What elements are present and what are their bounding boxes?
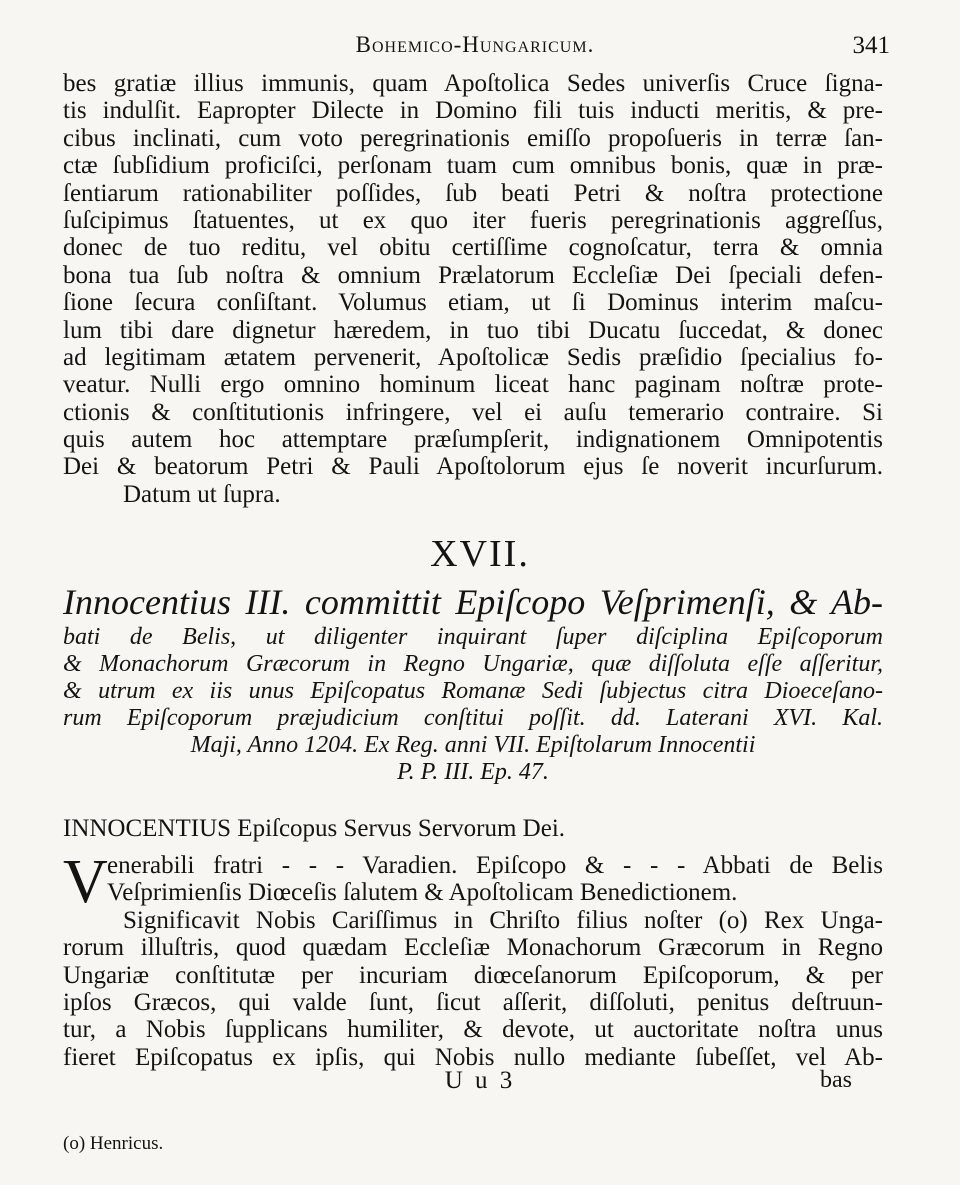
text-line: ſentiarum rationabiliter poſſides, ſub beati Petri & noſtra protectione	[63, 179, 883, 207]
page-number: 341	[852, 32, 890, 59]
text-line: ſuſcipimus ſtatuentes, ut ex quo iter fueris peregrinationis aggreſſus,	[63, 206, 883, 234]
letter-line: rorum illuſtris, quod quædam Eccleſiæ Monachorum Græcorum in Regno	[63, 934, 883, 962]
text-line: ctionis & conſtitutionis infringere, vel ei auſu temerario contraire. Si	[63, 398, 883, 426]
page-header	[60, 26, 890, 66]
summary-line: & utrum ex iis unus Epiſcopatus Romanæ Sedi ſubjectus citra Dioeceſano-	[63, 678, 883, 704]
running-title: Bohemico-Hungaricum.	[355, 32, 595, 57]
text-line: bona tua ſub noſtra & omnium Prælatorum Eccleſiæ Dei ſpeciali defen-	[63, 261, 883, 289]
summary-line: & Monachorum Græcorum in Regno Ungariæ, quæ diſſoluta eſſe aſſeritur,	[63, 651, 883, 677]
drop-cap: V	[63, 848, 108, 916]
text-line: Datum ut ſupra.	[123, 480, 281, 508]
letter-line: Significavit Nobis Cariſſimus in Chriſto filius noſter (o) Rex Unga-	[123, 906, 883, 934]
summary-line: Innocentius III. committit Epiſcopo Veſprimenſi, & Ab-	[63, 582, 883, 622]
text-line: bes gratiæ illius immunis, quam Apoſtolica Sedes univerſis Cruce ſigna-	[63, 70, 883, 97]
text-line: veatur. Nulli ergo omnino hominum liceat hanc paginam noſtræ prote-	[63, 371, 883, 399]
preceding-text-block	[63, 70, 883, 508]
summary-line: Maji, Anno 1204. Ex Reg. anni VII. Epiſtolarum Innocentii	[190, 732, 756, 758]
signature-mark: U u 3	[444, 1067, 516, 1094]
text-line: tis indulſit. Eapropter Dilecte in Domino fili tuis inducti meritis, & pre-	[63, 97, 883, 125]
text-line: cibus inclinati, cum voto peregrinationis emiſſo propoſueris in terræ ſan-	[63, 124, 883, 152]
summary-line: bati de Belis, ut diligenter inquirant ſuper diſciplina Epiſcoporum	[63, 624, 883, 650]
summary-line: P. P. III. Ep. 47.	[397, 759, 549, 785]
letter-line: tur, a Nobis ſupplicans humiliter, & devote, ut auctoritate noſtra unus	[63, 1016, 883, 1044]
salutation: INNOCENTIUS Epiſcopus Servus Servorum Dei.	[63, 815, 566, 842]
text-line: ad legitimam ætatem pervenerit, Apoſtolicæ Sedis præſidio ſpecialius fo-	[63, 343, 883, 371]
text-line: Dei & beatorum Petri & Pauli Apoſtolorum ejus ſe noverit incurſurum.	[63, 453, 883, 481]
text-line: donec de tuo reditu, vel obitu certiſſime cognoſcatur, terra & omnia	[63, 234, 883, 262]
letter-body	[63, 848, 883, 1071]
catchword: bas	[820, 1067, 852, 1093]
letter-line: ipſos Græcos, qui valde ſunt, ſicut aſſerit, diſſoluti, penitus deſtruun-	[63, 988, 883, 1016]
letter-line: Veſprimienſis Diœceſis ſalutem & Apoſtolicam Benedictionem.	[107, 879, 738, 907]
text-line: lum tibi dare dignetur hæredem, in tuo tibi Ducatu ſuccedat, & donec	[63, 316, 883, 344]
text-line: ſione ſecura conſiſtant. Volumus etiam, ut ſi Dominus interim maſcu-	[63, 289, 883, 317]
letter-line: Ungariæ conſtitutæ per incuriam diœceſanorum Epiſcoporum, & per	[63, 961, 883, 989]
footnote: (o) Henricus.	[63, 1133, 164, 1154]
document-summary	[63, 580, 883, 786]
summary-line: rum Epiſcoporum præjudicium conſtitui poſſit. dd. Laterani XVI. Kal.	[63, 705, 883, 731]
document-number: XVII.	[430, 533, 530, 575]
letter-line: fieret Epiſcopatus ex ipſis, qui Nobis nullo mediante ſubeſſet, vel Ab-	[63, 1043, 883, 1071]
text-line: ctæ ſubſidium proficiſci, perſonam tuam cum omnibus bonis, quæ in præ-	[63, 152, 883, 180]
text-line: quis autem hoc attemptare præſumpſerit, indignationem Omnipotentis	[63, 426, 883, 454]
letter-line: enerabili fratri - - - Varadien. Epiſcopo & - - - Abbati de Belis	[107, 852, 883, 879]
